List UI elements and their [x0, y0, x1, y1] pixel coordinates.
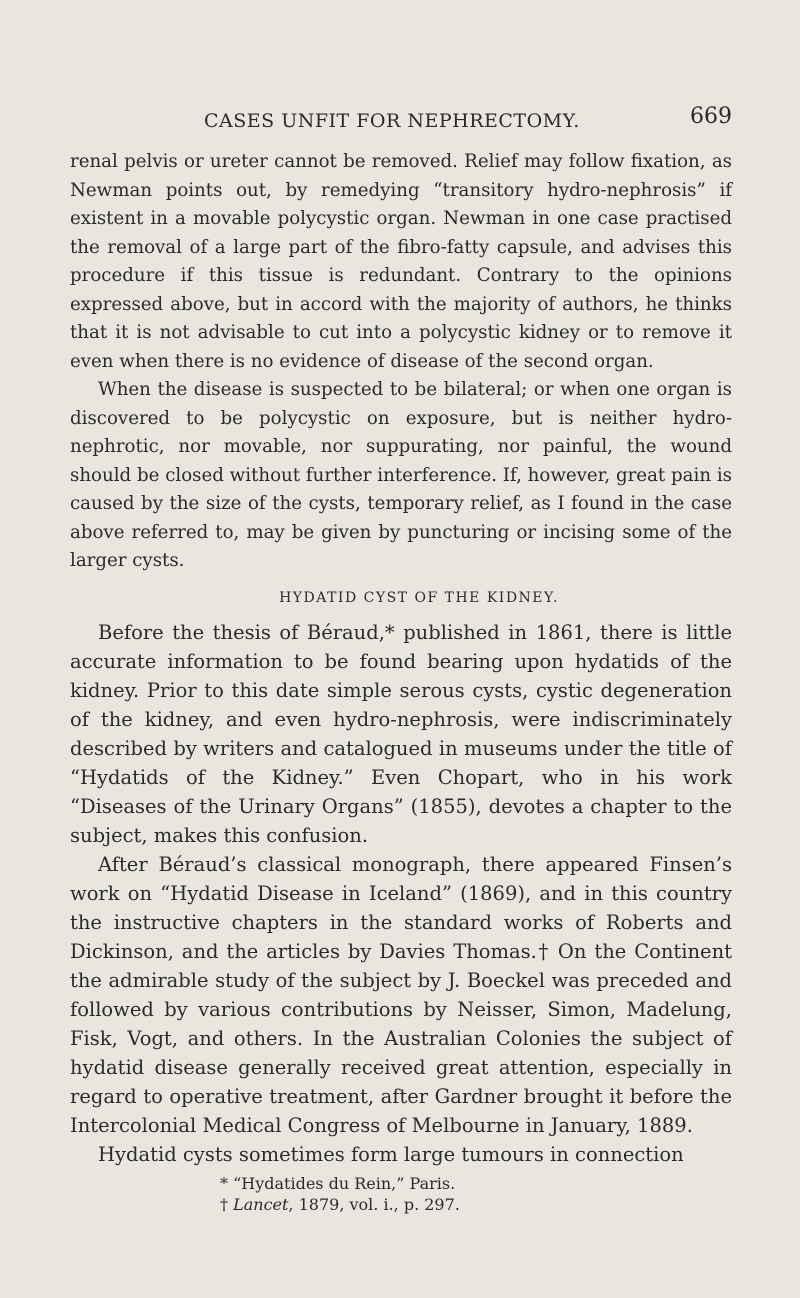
paragraph-beraud-thesis: Before the thesis of Béraud,* published in 1861, there is little accurate information to be found bearing upon hydatids of the kidney. Prior to this date simple serous cysts, cystic degeneration of the kidney, and even hydro-nephrosis, were indiscriminately described by writers and catalogued in museums under the title of “Hydatids of the Kidney.” Even Chopart, who in his work “Diseases of the Urinary Organs” (1855), devotes a chapter to the subject, makes this confusion. [70, 620, 732, 847]
section-polycystic-continued [70, 148, 732, 576]
paragraph-renal-pelvis: renal pelvis or ureter cannot be removed. Relief may follow fixation, as Newman points out, by remedying “transitory hydro-nephrosis” if existent in a movable polycystic organ. Newman in one case practised the removal of a large part of the fibro-fatty capsule, and advises this procedure if this tissue is redundant. Contrary to the opinions expressed above, but in accord with the majority of authors, he thinks that it is not advisable to cut into a polycystic kidney or to remove it even when there is no evidence of disease of the second organ. [70, 151, 732, 372]
running-head [70, 104, 732, 140]
body-text [70, 148, 732, 1215]
footnote-dagger: † [220, 1194, 234, 1214]
footnote-hydatides-du-rein: * “Hydatides du Rein,” Paris. [220, 1173, 456, 1193]
footnote-lancet-citation: , 1879, vol. i., p. 297. [288, 1194, 460, 1214]
footnotes [70, 1173, 732, 1215]
footnote-lancet-title: Lancet [233, 1194, 289, 1214]
paragraph-hydatid-tumours: Hydatid cysts sometimes form large tumours in connection [98, 1142, 684, 1166]
page-number: 669 [690, 104, 732, 129]
section-heading-hydatid-cyst: HYDATID CYST OF THE KIDNEY. [279, 589, 559, 606]
section-hydatid-cyst [70, 618, 732, 1169]
paragraph-beraud-monograph: After Béraud’s classical monograph, there appeared Finsen’s work on “Hydatid Disease in Iceland” (1869), and in this country the instructive chapters in the standard works of Roberts and Dickinson, and the articles by Davies Thomas.† On the Continent the admirable study of the subject by J. Boeckel was preceded and followed by various contributions by Neisser, Simon, Madelung, Fisk, Vogt, and others. In the Australian Colonies the subject of hydatid disease generally received great attention, especially in regard to operative treatment, after Gardner brought it before the Intercolonial Medical Congress of Melbourne in January, 1889. [70, 852, 732, 1137]
footnote-lancet [220, 1194, 732, 1215]
paragraph-bilateral-disease: When the disease is suspected to be bilateral; or when one organ is discovered to be polycystic on exposure, but is neither hydro-nephrotic, nor movable, nor suppurating, nor painful, the wound should be closed without further interference. If, however, great pain is caused by the size of the cysts, temporary relief, as I found in the case above referred to, may be given by puncturing or incising some of the larger cysts. [70, 379, 732, 571]
running-title: CASES UNFIT FOR NEPHRECTOMY. [204, 110, 580, 132]
